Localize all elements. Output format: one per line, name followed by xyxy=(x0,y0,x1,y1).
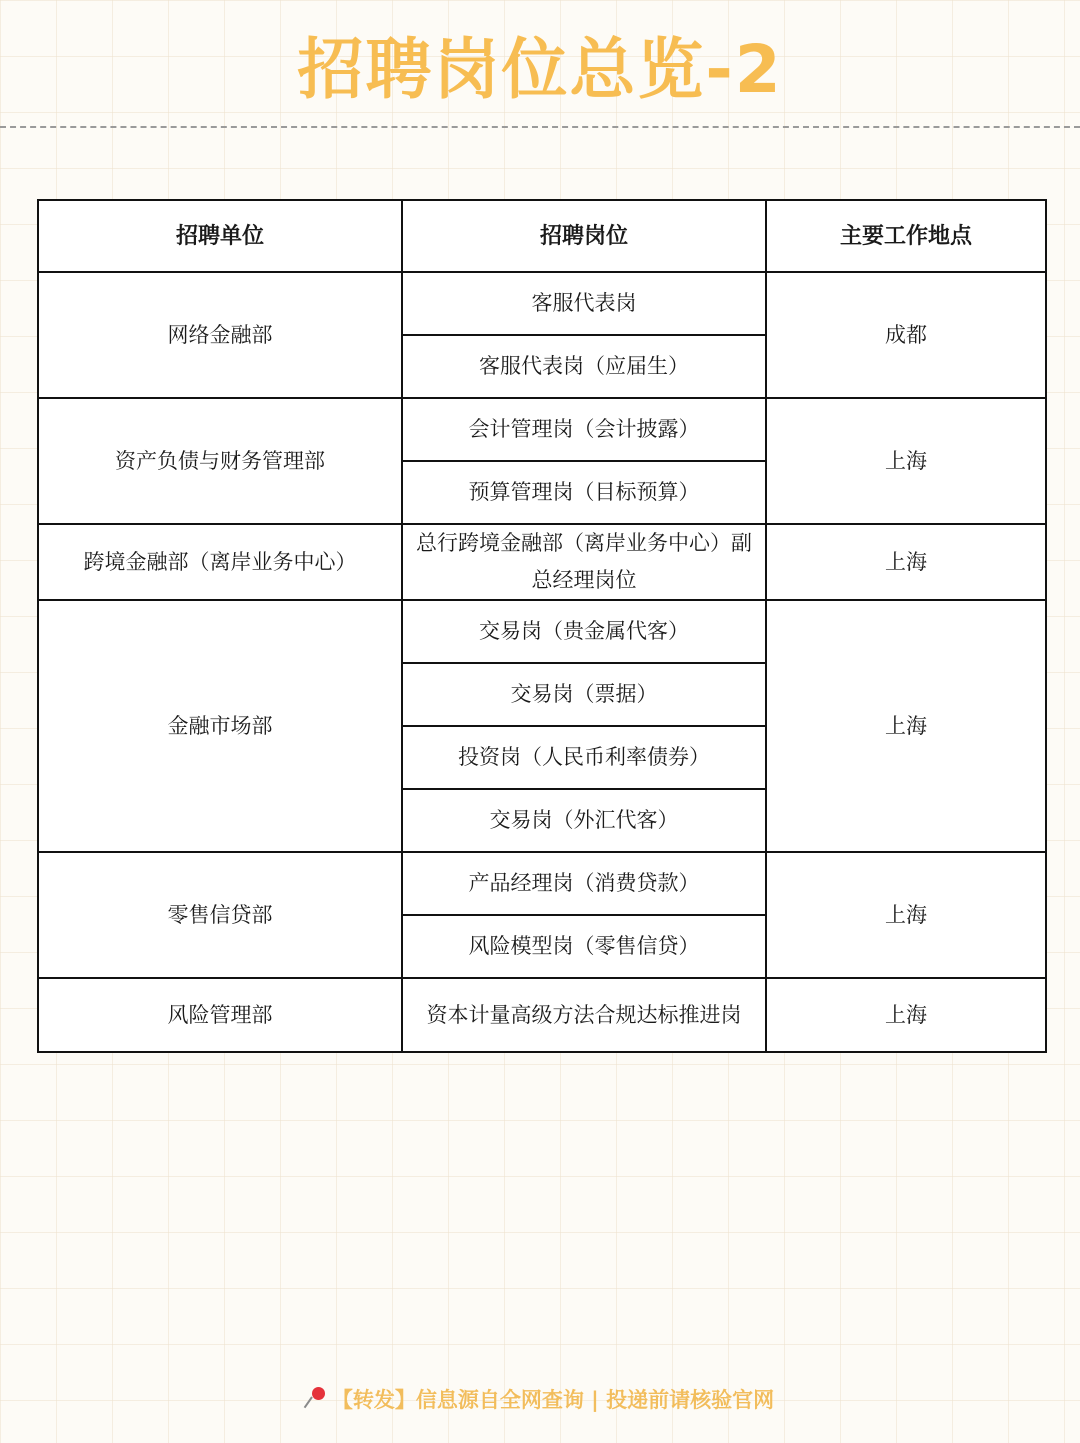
location-cell: 上海 xyxy=(766,398,1046,524)
position-cell: 投资岗（人民币利率债券） xyxy=(402,726,766,789)
unit-cell: 金融市场部 xyxy=(38,600,402,852)
unit-cell: 风险管理部 xyxy=(38,978,402,1052)
table-row xyxy=(38,398,1046,461)
location-cell: 上海 xyxy=(766,524,1046,600)
position-cell: 风险模型岗（零售信贷） xyxy=(402,915,766,978)
unit-cell: 资产负债与财务管理部 xyxy=(38,398,402,524)
page-title: 招聘岗位总览-2 xyxy=(297,31,783,108)
position-cell: 交易岗（贵金属代客） xyxy=(402,600,766,663)
table-header-row xyxy=(38,200,1046,272)
table-row xyxy=(38,600,1046,663)
location-cell: 成都 xyxy=(766,272,1046,398)
header-position: 招聘岗位 xyxy=(402,200,766,272)
table-row xyxy=(38,272,1046,335)
unit-cell: 网络金融部 xyxy=(38,272,402,398)
table-row xyxy=(38,978,1046,1052)
position-cell: 交易岗（票据） xyxy=(402,663,766,726)
footer-text: 【转发】信息源自全网查询 | 投递前请核验官网 xyxy=(331,1388,775,1412)
footer-note xyxy=(0,1380,1080,1420)
position-cell: 会计管理岗（会计披露） xyxy=(402,398,766,461)
header-location: 主要工作地点 xyxy=(766,200,1046,272)
unit-cell: 零售信贷部 xyxy=(38,852,402,978)
job-table xyxy=(37,199,1047,1053)
pushpin-icon xyxy=(306,1385,328,1411)
position-cell: 客服代表岗 xyxy=(402,272,766,335)
location-cell: 上海 xyxy=(766,852,1046,978)
position-cell: 交易岗（外汇代客） xyxy=(402,789,766,852)
table-row xyxy=(38,852,1046,915)
position-cell: 预算管理岗（目标预算） xyxy=(402,461,766,524)
position-cell: 客服代表岗（应届生） xyxy=(402,335,766,398)
location-cell: 上海 xyxy=(766,600,1046,852)
dashed-divider xyxy=(0,126,1080,128)
unit-cell: 跨境金融部（离岸业务中心） xyxy=(38,524,402,600)
position-cell: 产品经理岗（消费贷款） xyxy=(402,852,766,915)
location-cell: 上海 xyxy=(766,978,1046,1052)
position-cell: 资本计量高级方法合规达标推进岗 xyxy=(402,978,766,1052)
position-cell: 总行跨境金融部（离岸业务中心）副总经理岗位 xyxy=(402,524,766,600)
table-row xyxy=(38,524,1046,600)
header-unit: 招聘单位 xyxy=(38,200,402,272)
